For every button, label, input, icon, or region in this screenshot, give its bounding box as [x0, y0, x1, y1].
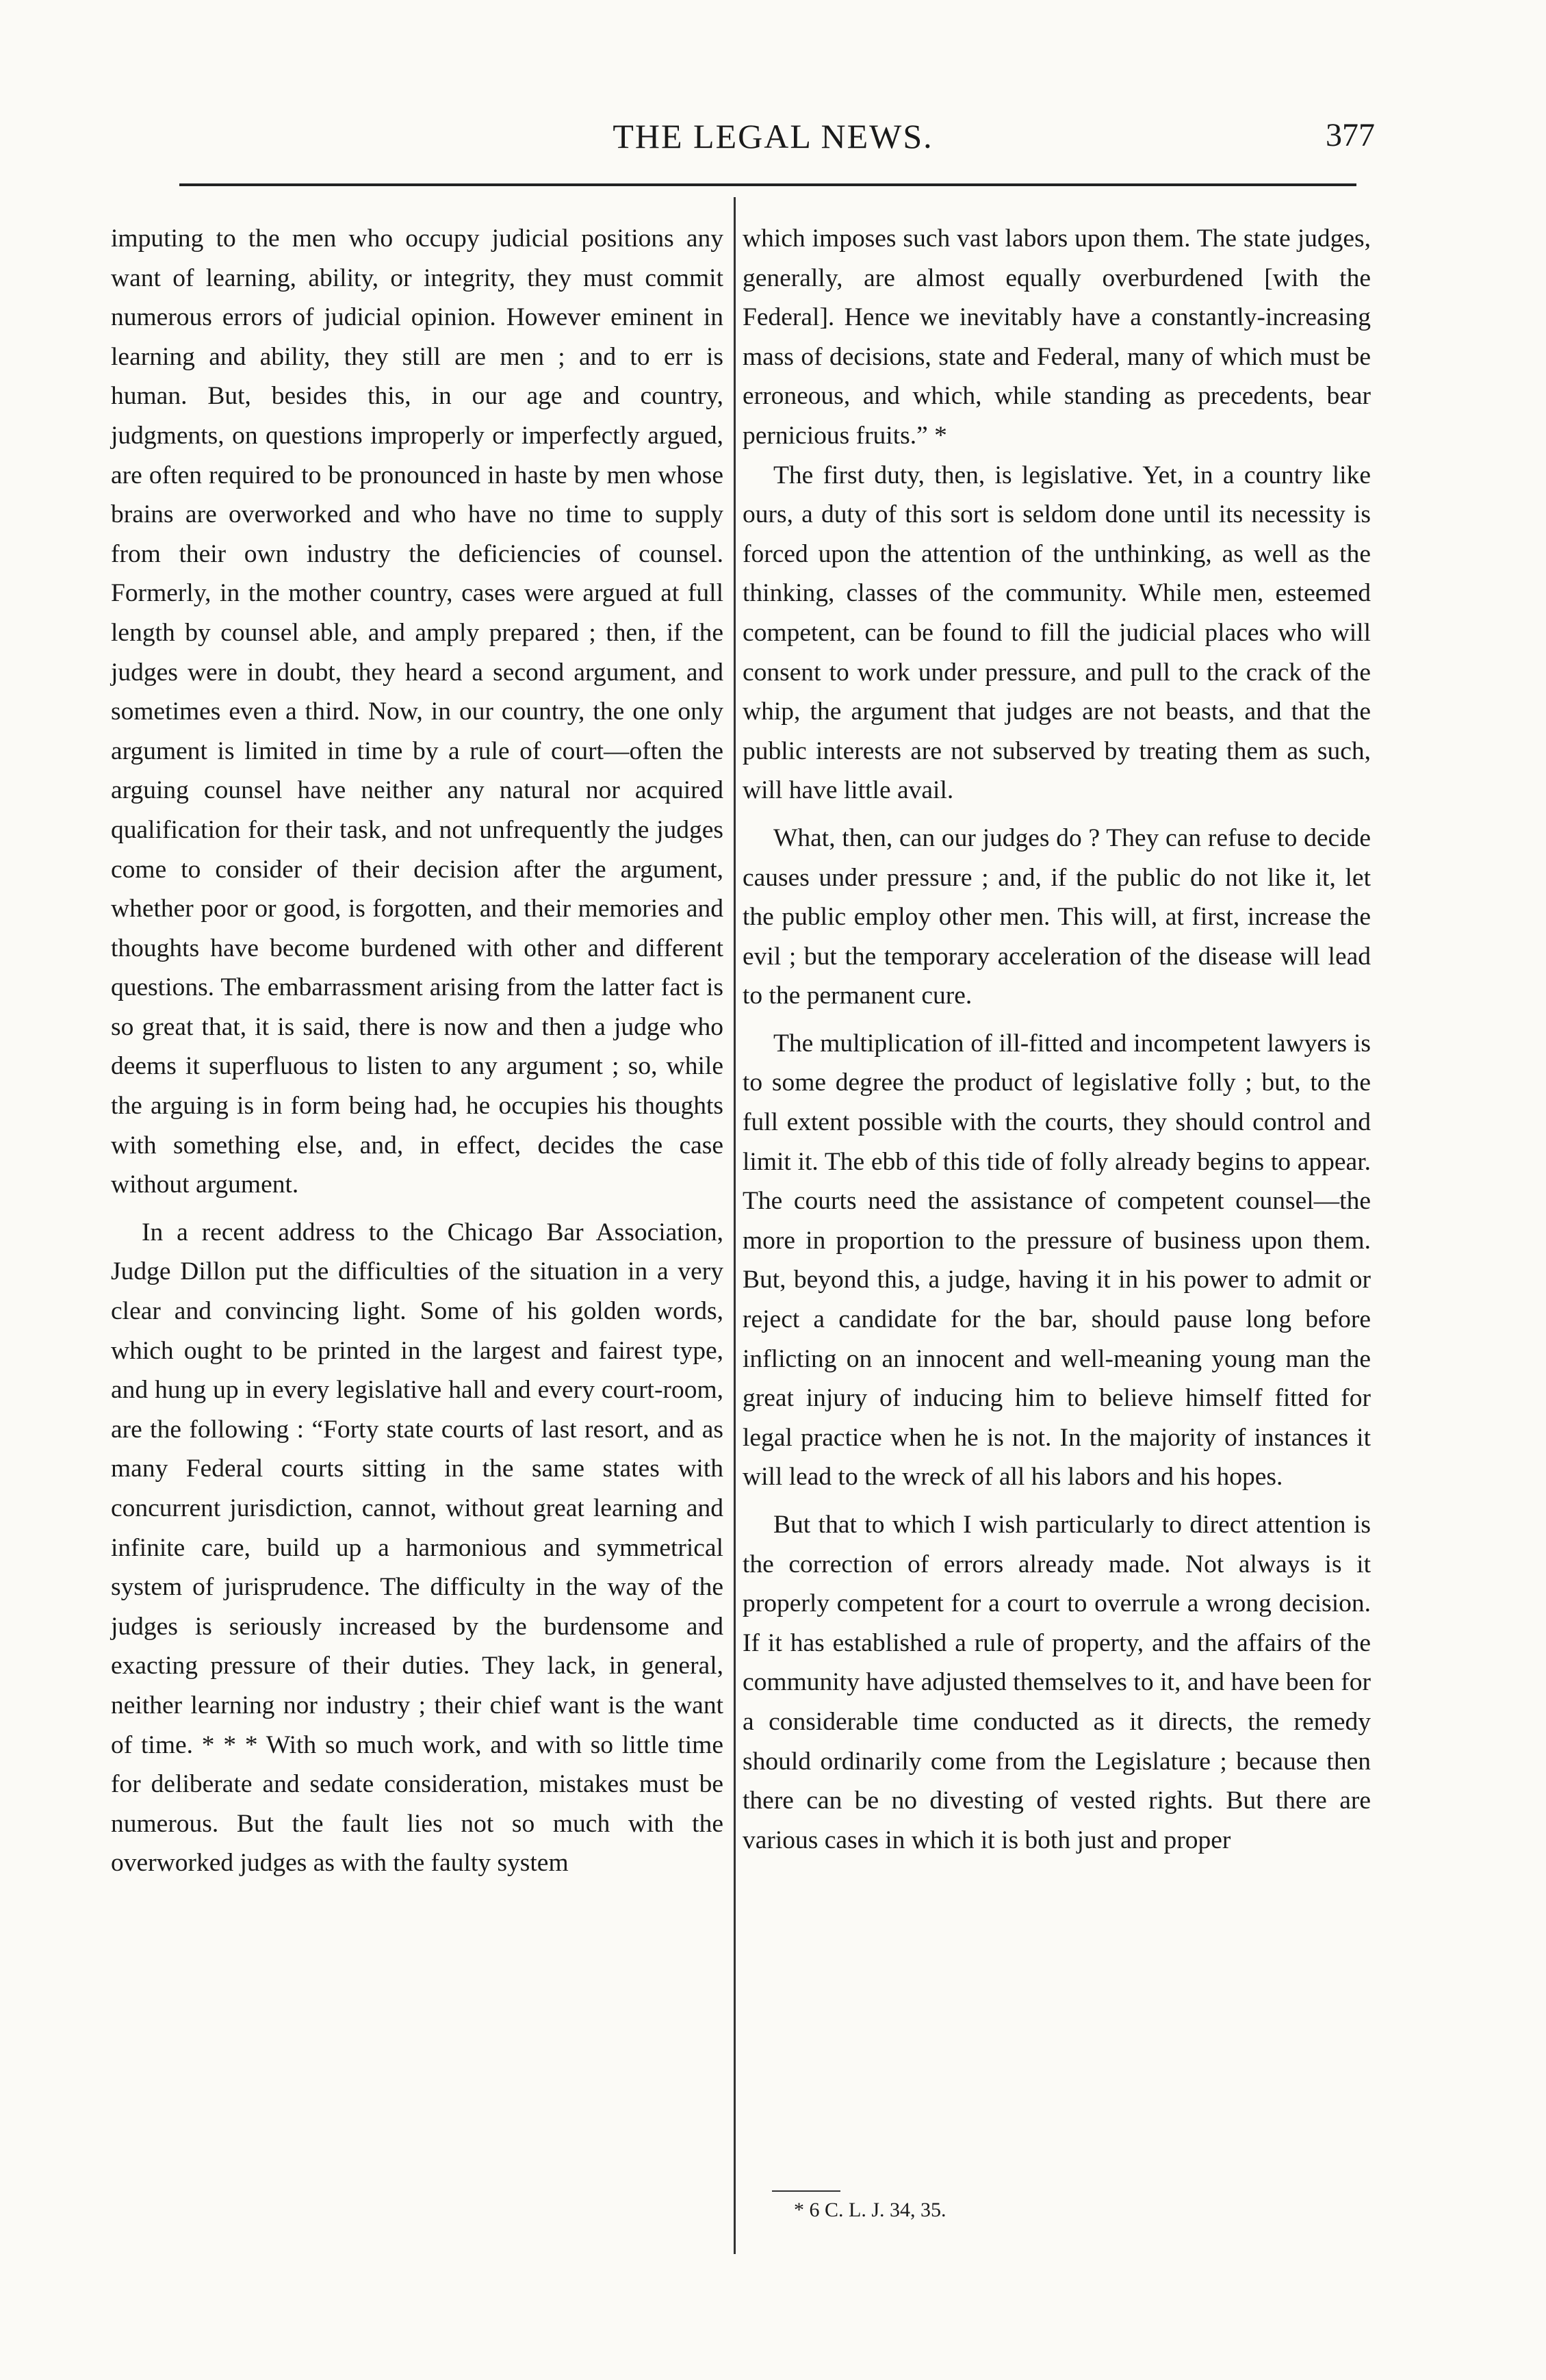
right-paragraph-4: The multiplication of ill-fitted and incompetent lawyers is to some degree the product of legislative folly ; but, to the full extent possible with the courts, they should control and limit it. The ebb of this tide of folly already begins to appear. The courts need the assistance of competent counsel—the more in proportion to the pressure of business upon them. But, beyond this, a judge, having it in his power to admit or reject a candidate for the bar, should pause long before inflicting on an innocent and well-meaning young man the great injury of inducing him to believe himself fitted for legal practice when he is not. In the majority of instances it will lead to the wreck of all his labors and his hopes.	[743, 1029, 1371, 1492]
right-paragraph-2: The first duty, then, is legislative. Yet, in a country like ours, a duty of this sort is seldom done until its necessity is forced upon the attention of the unthinking, as well as the thinking, classes of the community. While men, esteemed competent, can be found to fill the judicial places who will consent to work under pressure, and pull to the crack of the whip, the argument that judges are not beasts, and that the public interests are not subserved by treating them as such, will have little avail.	[743, 461, 1371, 805]
header-rule	[179, 183, 1356, 186]
column-divider	[734, 197, 736, 2254]
right-column	[743, 219, 1371, 1860]
footnote: * 6 C. L. J. 34, 35.	[794, 2199, 946, 2221]
right-paragraph-1: which imposes such vast labors upon them. The state judges, generally, are almost equally overburdened [with the Federal]. Hence we inevitably have a constantly-increasing mass of decisions, state and Federal, many of which must be erroneous, and which, while standing as precedents, bear pernicious fruits.” *	[743, 225, 1371, 450]
footnote-rule	[772, 2190, 840, 2192]
left-column	[111, 219, 723, 1883]
right-paragraph-3: What, then, can our judges do ? They can refuse to decide causes under pressure ; and, if the public do not like it, let the public employ other men. This will, at first, increase the evil ; but the temporary acceleration of the disease will lead to the permanent cure.	[743, 823, 1371, 1010]
left-paragraph-2: In a recent address to the Chicago Bar Association, Judge Dillon put the difficulties of the situation in a very clear and convincing light. Some of his golden words, which ought to be printed in the largest and fairest type, and hung up in every legislative hall and every court-room, are the following : “Forty state courts of last resort, and as many Federal courts sitting in the same states with concurrent jurisdiction, cannot, without great learning and infinite care, build up a harmonious and symmetrical system of jurisprudence. The difficulty in the way of the judges is seriously increased by the burdensome and exacting pressure of their duties. They lack, in general, neither learning nor industry ; their chief want is the want of time. * * * With so much work, and with so little time for deliberate and sedate consideration, mistakes must be numerous. But the fault lies not so much with the overworked judges as with the faulty system	[111, 1218, 723, 1878]
left-paragraph-1: imputing to the men who occupy judicial positions any want of learning, ability, or integrity, they must commit numerous errors of judicial opinion. However eminent in learning and ability, they still are men ; and to err is human. But, besides this, in our age and country, judgments, on questions improperly or imperfectly argued, are often required to be pronounced in haste by men whose brains are overworked and who have no time to supply from their own industry the deficiencies of counsel. Formerly, in the mother country, cases were argued at full length by counsel able, and amply prepared ; then, if the judges were in doubt, they heard a second argument, and sometimes even a third. Now, in our country, the one only argument is limited in time by a rule of court—often the arguing counsel have neither any natural nor acquired qualification for their task, and not unfrequently the judges come to consider of their decision after the argument, whether poor or good, is forgotten, and their memories and thoughts have become burdened with other and different questions. The embarrassment arising from the latter fact is so great that, it is said, there is now and then a judge who deems it superfluous to listen to any argument ; so, while the arguing is in form being had, he occupies his thoughts with something else, and, in effect, decides the case without argument.	[111, 225, 723, 1199]
page-header	[0, 116, 1546, 171]
page-number: 377	[1326, 117, 1375, 153]
page-title: THE LEGAL NEWS.	[613, 117, 933, 155]
right-paragraph-5: But that to which I wish particularly to direct attention is the correction of errors already made. Not always is it properly competent for a court to overrule a wrong decision. If it has established a rule of property, and the affairs of the community have adjusted themselves to it, and have been for a considerable time conducted as it directs, the remedy should ordinarily come from the Legislature ; because then there can be no divesting of vested rights. But there are various cases in which it is both just and proper	[743, 1511, 1371, 1854]
